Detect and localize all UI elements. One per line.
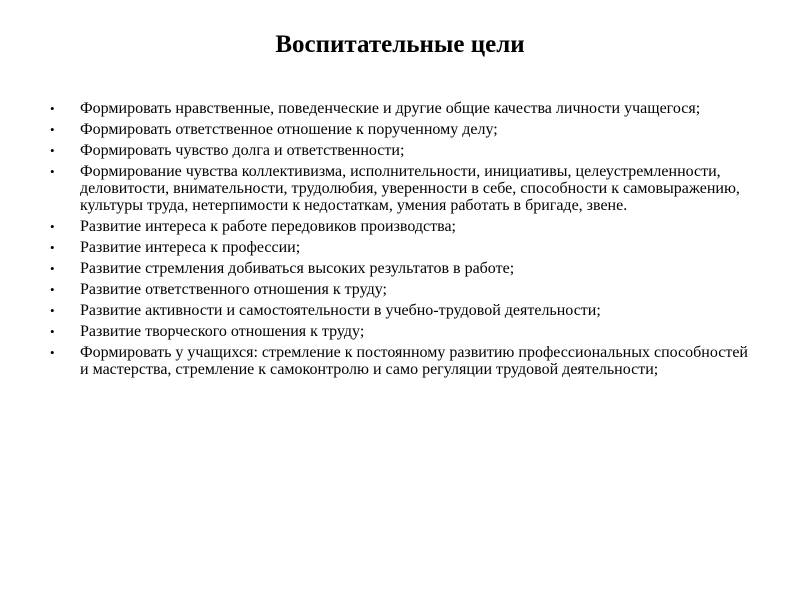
list-item [50, 260, 760, 277]
list-item-text: Формирование чувства коллективизма, исполнительности, инициативы, целеустремленности, деловитости, внимательности, трудолюбия, уверенности в себе, способности к самовыражению, культуры труда, нетерпимости к недостаткам, умения работать в бригаде, звене. [80, 163, 740, 214]
list-item [50, 100, 760, 117]
list-item-text: Формировать нравственные, поведенческие и другие общие качества личности учащегося; [80, 100, 701, 117]
bullet-icon: • [50, 345, 55, 360]
list-item [50, 239, 760, 256]
bullet-icon: • [50, 143, 55, 158]
list-item-text: Формировать ответственное отношение к порученному делу; [80, 121, 498, 138]
bullet-icon: • [50, 282, 55, 297]
list-item-text: Развитие творческого отношения к труду; [80, 323, 365, 340]
list-item [50, 302, 760, 319]
list-item-text: Развитие интереса к работе передовиков производства; [80, 218, 456, 235]
list-item-text: Формировать чувство долга и ответственности; [80, 142, 405, 159]
bullet-icon: • [50, 164, 55, 179]
bullet-icon: • [50, 240, 55, 255]
slide-title: Воспитательные цели [275, 31, 525, 58]
goals-list [50, 100, 760, 382]
list-item-text: Развитие стремления добиваться высоких результатов в работе; [80, 260, 515, 277]
list-item-text: Формировать у учащихся: стремление к постоянному развитию профессиональных способностей и мастерства, стремление к самоконтролю и само регуляции трудовой деятельности; [80, 344, 748, 378]
bullet-icon: • [50, 101, 55, 116]
list-item [50, 142, 760, 159]
bullet-icon: • [50, 303, 55, 318]
list-item-text: Развитие ответственного отношения к труду; [80, 281, 387, 298]
list-item-text: Развитие активности и самостоятельности в учебно-трудовой деятельности; [80, 302, 601, 319]
list-item [50, 323, 760, 340]
list-item [50, 121, 760, 138]
bullet-icon: • [50, 261, 55, 276]
bullet-icon: • [50, 324, 55, 339]
list-item [50, 281, 760, 298]
list-item [50, 163, 760, 214]
list-item [50, 344, 760, 378]
bullet-icon: • [50, 219, 55, 234]
list-item-text: Развитие интереса к профессии; [80, 239, 301, 256]
list-item [50, 218, 760, 235]
bullet-icon: • [50, 122, 55, 137]
